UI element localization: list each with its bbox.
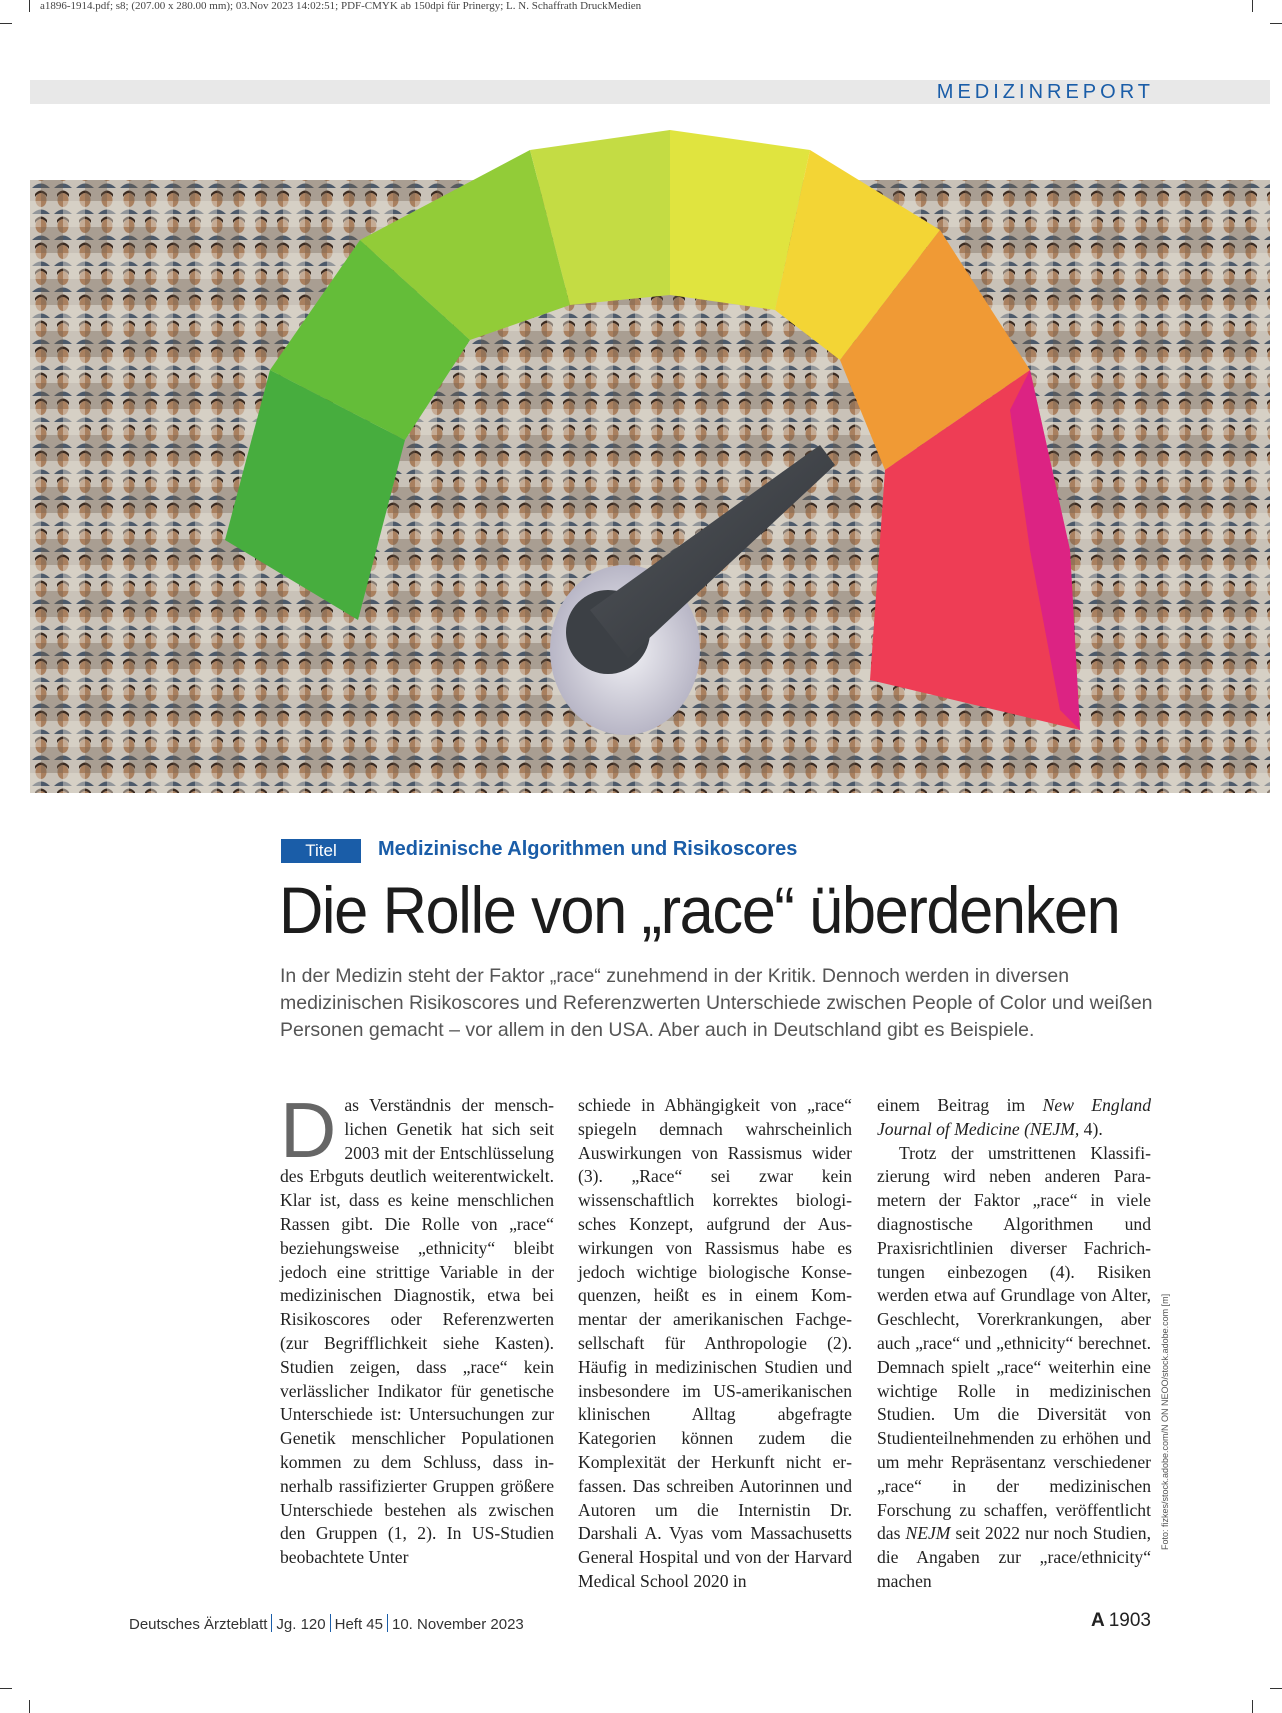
body-text: schiede in Abhängigkeit von „race“ spiegeln demnach wahrscheinlich Auswirkungen von Rassismus wider (3). „Race“ sei zwar kein wissenschaftlich korrektes biologisches Konzept, aufgrund der Auswirkungen von Rassismus habe es jedoch wichtige biologische Konsequenzen, heißt es in einem Kommentar der amerikanischen Fachgesellschaft für Anthropologie (2). Häufig in medizinischen Studien und insbesondere im US-amerikanischen klinischen Alltag abgefragte Kategorien können zudem die Komplexität der Herkunft nicht erfassen. Das schreiben Autorinnen und Autoren um die Internistin Dr. Darshali A. Vyas vom Massachusetts General Hospital und von der Harvard Medical School 2020 in [578,1095,852,1591]
crop-mark [1252,1700,1253,1713]
footer-volume: Jg. 120 [276,1616,326,1633]
body-text: Trotz der umstrittenen Klassifizierung wird neben anderen Parametern der Faktor „race“ in viele diagnostische Algorithmen und Praxisrichtlinien diverser Fachrichtungen einbezogen (4). Risiken werden etwa auf Grundlage von Alter, Geschlecht, Vorerkrankungen, aber auch „race“ und „ethnicity“ berechnet. Demnach spielt „race“ weiterhin eine wichtige Rolle in medizinischen Studien. Um die Diversität von Studienteilnehmenden zu erhöhen und um mehr Repräsentanz verschiedener „race“ in der medizinischen Forschung zu schaffen, veröffentlicht das [877,1142,1151,1544]
footer-issue: Heft 45 [334,1616,383,1633]
footer-separator [330,1614,331,1632]
footer-separator [387,1614,388,1632]
crop-mark [1252,0,1253,12]
section-label: MEDIZINREPORT [936,81,1154,103]
page-prefix: A [1090,1610,1105,1631]
hero-image [30,110,1270,793]
page-title: Die Rolle von „race“ überdenken [279,873,1120,947]
body-text: einem Beitrag im [877,1095,1043,1115]
body-column-3 [877,1094,1151,1594]
journal-name: New England Journal of Medicine (NEJM, [877,1095,1152,1139]
crop-mark [29,1700,30,1713]
crop-mark [1270,23,1282,24]
print-metadata: a1896-1914.pdf; s8; (207.00 x 280.00 mm); 03.Nov 2023 14:02:51; PDF-CMYK ab 150dpi für Prinergy; L. N. Schaffrath DruckMedien [40,0,642,12]
crop-mark [29,0,30,12]
photo-credit: Foto: fizkes/stock.adobe.com/N ON NEOO/stock.adobe.com [m] [1160,1293,1170,1550]
kicker-topic: Medizinische Algorithmen und Risikoscores [378,838,798,860]
footer-publication: Deutsches Ärzteblatt [129,1616,268,1633]
page-number-value: 1903 [1108,1610,1151,1631]
body-text: 4). [1079,1118,1103,1139]
footer-separator [271,1614,272,1632]
body-column-2 [578,1094,852,1594]
crop-mark [1270,1688,1282,1689]
page-number [1091,1610,1151,1632]
crop-mark [0,23,12,24]
kicker-badge: Titel [281,839,361,863]
footer-date: 10. November 2023 [392,1616,524,1633]
body-text: as Verständnis der menschlichen Genetik hat sich seit 2003 mit der Entschlüsselung des Erbguts deutlich weiterentwickelt. Klar ist, dass es keine menschlichen Rassen gibt. Die Rolle von „race“ beziehungsweise „ethnicity“ bleibt jedoch eine strittige Variable in der medizinischen Diagnostik, etwa bei Risikoscores oder Referenzwerten (zur Begrifflichkeit siehe Kasten). Studien zeigen, dass „race“ kein verlässlicher Indikator für genetische Unterschiede ist: Untersuchungen zur Genetik menschlicher Populationen kommen zu dem Schluss, dass innerhalb rassifizierter Gruppen größere Unterschiede bestehen als zwischen den Gruppen (1, 2). In US-Studien beobachtete Unter [280,1095,554,1568]
footer-publication-info [129,1614,524,1633]
lead-paragraph: In der Medizin steht der Faktor „race“ zunehmend in der Kritik. Dennoch werden in diversen medizinischen Risikoscores und Referenzwerten Unterschiede zwischen People of Color und weißen Personen gemacht – vor allem in den USA. Aber auch in Deutschland gibt es Beispiele. [280,965,1153,1041]
dropcap: D [280,1086,337,1174]
body-text: seit 2022 nur noch Studien, die Angaben zur „race/ethnicity“ machen [877,1523,1151,1591]
journal-name: NEJM [905,1523,951,1544]
risk-gauge-illustration [30,110,1270,793]
crop-mark [0,1688,12,1689]
body-column-1 [280,1086,554,1570]
